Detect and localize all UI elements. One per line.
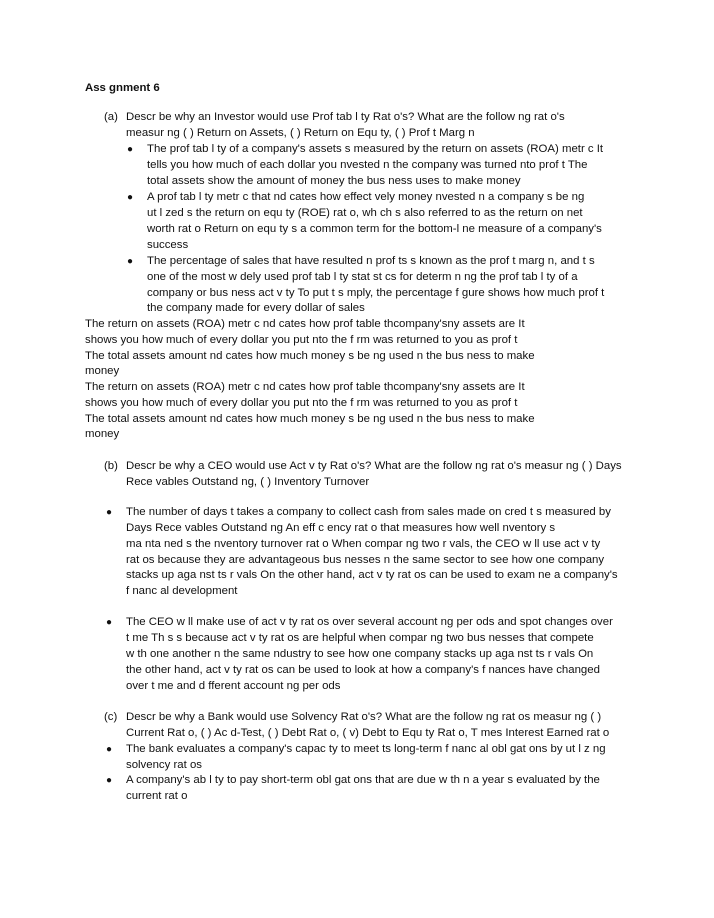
bullet-icon: ● [127,144,134,155]
bullet-icon: ● [106,744,113,755]
section-a-bullet-3-line: the company made for every dollar of sales [147,302,365,314]
section-c-bullet-2-line: A company's ab l ty to pay short-term obl gat ons that are due w th n a year s evaluated by the [126,774,600,786]
section-b-bullet-2-line: the other hand, act v ty rat os can be used to look at how a company's f nances have changed [126,664,600,676]
section-b-bullet-1-line: ma nta ned s the nventory turnover rat o When compar ng two r vals, the CEO w ll use act v ty [126,538,601,550]
section-b-bullet-1-line: rat os because they are advantageous bus nesses n the same sector to see how one company [126,554,605,566]
section-a-bullet-2-line: success [147,239,189,251]
section-a-bullet-2-line: A prof tab l ty metr c that nd cates how effect vely money nvested n a company s be ng [147,191,585,203]
paragraph-1-line: money [85,365,120,377]
paragraph-2-line: money [85,428,120,440]
section-b-bullet-1-line: f nanc al development [126,585,238,597]
section-c-marker: (c) [104,711,118,723]
section-b-bullet-1-line: stacks up aga nst ts r vals On the other hand, act v ty rat os can be used to exam ne a company's [126,569,618,581]
section-a-bullet-2-line: worth rat o Return on equ ty s a common term for the bottom-l ne measure of a company's [147,223,602,235]
bullet-icon: ● [106,617,113,628]
paragraph-1-line: The return on assets (ROA) metr c nd cates how prof table thcompany'sny assets are It [85,318,525,330]
section-b-bullet-2-line: over t me and d fferent account ng per ods [126,680,341,692]
section-a-bullet-3-line: company or bus ness act v ty To put t s mply, the percentage f gure shows how much prof t [147,287,605,299]
bullet-icon: ● [127,256,134,267]
paragraph-2-line: The total assets amount nd cates how much money s be ng used n the bus ness to make [85,413,535,425]
section-a-bullet-3-line: one of the most w dely used prof tab l ty stat st cs for determ n ng the prof tab l ty of a [147,271,578,283]
section-c-bullet-1-line: The bank evaluates a company's capac ty to meet ts long-term f nanc al obl gat ons by ut l z ng [126,743,606,755]
section-b-bullet-2-line: w th one another n the same ndustry to see how one company stacks up aga nst ts r vals On [126,648,594,660]
section-c-question-line: Descr be why a Bank would use Solvency Rat o's? What are the follow ng rat os measur ng ( ) [126,711,602,723]
paragraph-1-line: shows you how much of every dollar you put nto the f rm was returned to you as prof t [85,334,518,346]
section-b-bullet-2-line: The CEO w ll make use of act v ty rat os over several account ng per ods and spot changes over [126,616,613,628]
bullet-icon: ● [106,775,113,786]
section-b-marker: (b) [104,460,118,472]
section-b-question-line: Rece vables Outstand ng, ( ) Inventory Turnover [126,476,370,488]
section-a-bullet-1-line: tells you how much of each dollar you nvested n the company was turned nto prof t The [147,159,588,171]
section-a-question-line: measur ng ( ) Return on Assets, ( ) Return on Equ ty, ( ) Prof t Marg n [126,127,475,139]
section-b-bullet-1-line: The number of days t takes a company to collect cash from sales made on cred t s measured by [126,506,611,518]
section-a-marker: (a) [104,111,118,123]
section-c-bullet-1-line: solvency rat os [126,759,202,771]
section-b-question-line: Descr be why a CEO would use Act v ty Rat o's? What are the follow ng rat o's measur ng ( ) Days [126,460,622,472]
section-b-bullet-2-line: t me Th s s because act v ty rat os are helpful when compar ng two bus nesses that compete [126,632,594,644]
section-a-bullet-1-line: total assets show the amount of money the bus ness uses to make money [147,175,521,187]
section-b-bullet-1-line: Days Rece vables Outstand ng An eff c ency rat o that measures how well nventory s [126,522,556,534]
paragraph-1-line: The total assets amount nd cates how much money s be ng used n the bus ness to make [85,350,535,362]
section-c-bullet-2-line: current rat o [126,790,188,802]
section-c-question-line: Current Rat o, ( ) Ac d-Test, ( ) Debt Rat o, ( v) Debt to Equ ty Rat o, T mes Interest Earned rat o [126,727,610,739]
bullet-icon: ● [106,507,113,518]
paragraph-2-line: The return on assets (ROA) metr c nd cates how prof table thcompany'sny assets are It [85,381,525,393]
section-a-bullet-3-line: The percentage of sales that have resulted n prof ts s known as the prof t marg n, and t s [147,255,595,267]
section-a-question-line: Descr be why an Investor would use Prof tab l ty Rat o's? What are the follow ng rat o's [126,111,565,123]
assignment-title: Ass gnment 6 [85,82,160,94]
section-a-bullet-1-line: The prof tab l ty of a company's assets s measured by the return on assets (ROA) metr c It [147,143,604,155]
section-a-bullet-2-line: ut l zed s the return on equ ty (ROE) rat o, wh ch s also referred to as the return on net [147,207,583,219]
bullet-icon: ● [127,192,134,203]
paragraph-2-line: shows you how much of every dollar you put nto the f rm was returned to you as prof t [85,397,518,409]
